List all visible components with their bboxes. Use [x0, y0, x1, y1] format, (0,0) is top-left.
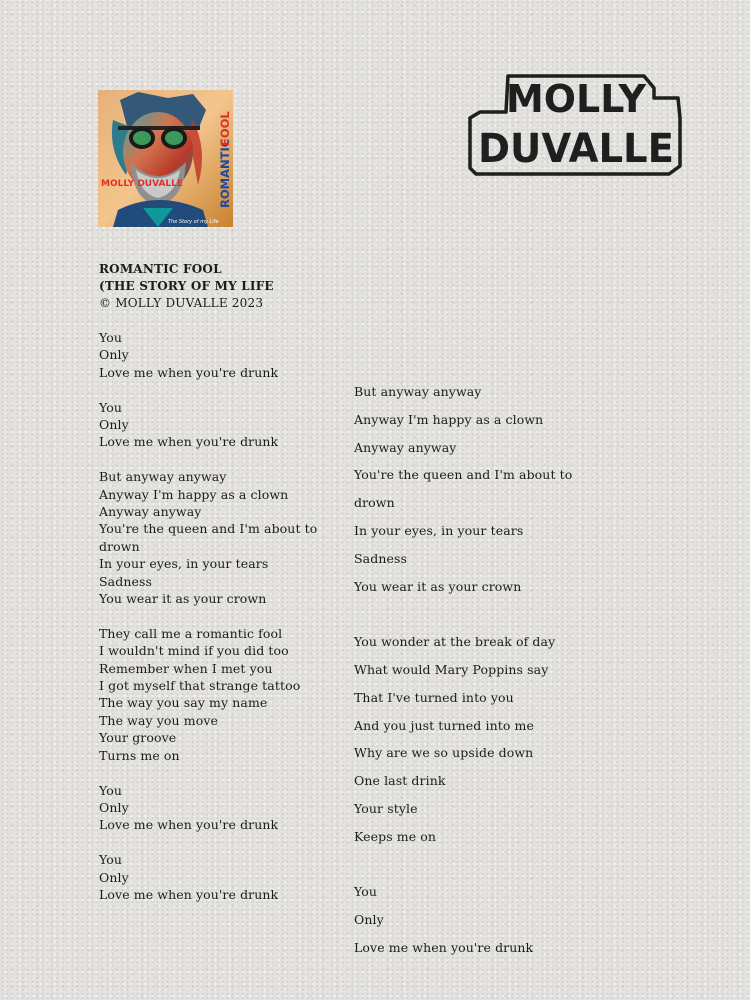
lyric-line: The way you move [99, 712, 218, 728]
lyric-line: You wonder at the break of day [354, 634, 556, 650]
lyric-line: Why are we so upside down [354, 745, 534, 761]
lyric-line: Sadness [354, 550, 407, 566]
lyrics-stanza [99, 399, 339, 451]
song-title-line-2: (THE STORY OF MY LIFE [99, 279, 274, 293]
lyrics-stanza [354, 878, 594, 961]
lyric-line: You [354, 884, 378, 900]
song-title-line-1: ROMANTIC FOOL [99, 262, 222, 276]
lyric-line: They call me a romantic fool [99, 625, 283, 641]
lyric-line: Love me when you're drunk [99, 886, 279, 902]
lyric-line: Anyway anyway [99, 504, 202, 520]
lyrics-stanza [99, 782, 339, 834]
lyric-line: Anyway anyway [354, 439, 457, 455]
lyric-line: Keeps me on [354, 828, 437, 844]
lyric-line: Anyway I'm happy as a clown [99, 486, 289, 502]
lyric-line: Only [99, 417, 129, 433]
lyric-line: You're the queen and I'm about to drown [354, 467, 573, 511]
album-cover [98, 90, 233, 227]
album-cover-art [98, 90, 233, 227]
lyric-line: One last drink [354, 773, 446, 789]
lyric-line: Only [99, 869, 129, 885]
lyrics-stanza [354, 628, 594, 850]
lyrics-right-column [354, 378, 594, 990]
cover-artist-text: MOLLY DUVALLE [101, 179, 184, 189]
lyric-line: Love me when you're drunk [354, 939, 534, 955]
lyric-line: Only [99, 347, 129, 363]
lyrics-left-column [99, 329, 339, 921]
lyric-line: You [99, 330, 123, 345]
song-header [99, 261, 274, 312]
lyric-line: You [99, 782, 123, 798]
lyric-line: Remember when I met you [99, 660, 273, 676]
lyric-line: You [99, 852, 123, 868]
lyric-line: Your groove [99, 730, 177, 746]
cover-caption: The Story of my Life [168, 219, 219, 225]
logo-line-2: DUVALLE [478, 126, 674, 172]
cover-title-word-1: ROMANTIC [218, 138, 232, 208]
lyric-line: You wear it as your crown [354, 578, 522, 594]
lyric-line: I got myself that strange tattoo [99, 678, 301, 694]
lyric-line: Love me when you're drunk [99, 434, 279, 450]
cover-title-word-2: FOOL [218, 111, 232, 146]
copyright-line: © MOLLY DUVALLE 2023 [99, 296, 264, 310]
lyric-line: That I've turned into you [354, 689, 514, 705]
lyric-line: In your eyes, in your tears [99, 556, 269, 572]
lyric-line: Your style [354, 800, 418, 816]
lyric-line: You wear it as your crown [99, 591, 267, 607]
lyrics-stanza [99, 329, 339, 381]
lyrics-stanza [99, 468, 339, 607]
lyrics-stanza [99, 851, 339, 903]
lyric-line: What would Mary Poppins say [354, 661, 549, 677]
lyric-line: But anyway anyway [354, 384, 482, 399]
lyric-line: Only [354, 912, 384, 928]
lyric-line: But anyway anyway [99, 469, 227, 485]
lyrics-stanza [99, 625, 339, 764]
lyric-line: I wouldn't mind if you did too [99, 643, 289, 659]
lyric-line: In your eyes, in your tears [354, 522, 524, 538]
lyric-line: And you just turned into me [354, 717, 534, 733]
artist-logo [466, 72, 684, 176]
lyric-line: The way you say my name [99, 695, 268, 711]
lyric-line: Anyway I'm happy as a clown [354, 411, 544, 427]
logo-line-1: MOLLY [506, 77, 647, 121]
lyric-line: You're the queen and I'm about to drown [99, 521, 318, 554]
lyric-line: Turns me on [99, 747, 180, 763]
lyric-line: You [99, 399, 123, 415]
lyric-line: Sadness [99, 573, 152, 589]
lyric-line: Love me when you're drunk [99, 817, 279, 833]
lyrics-stanza [354, 378, 594, 600]
lyric-line: Only [99, 799, 129, 815]
lyric-line: Love me when you're drunk [99, 364, 279, 380]
